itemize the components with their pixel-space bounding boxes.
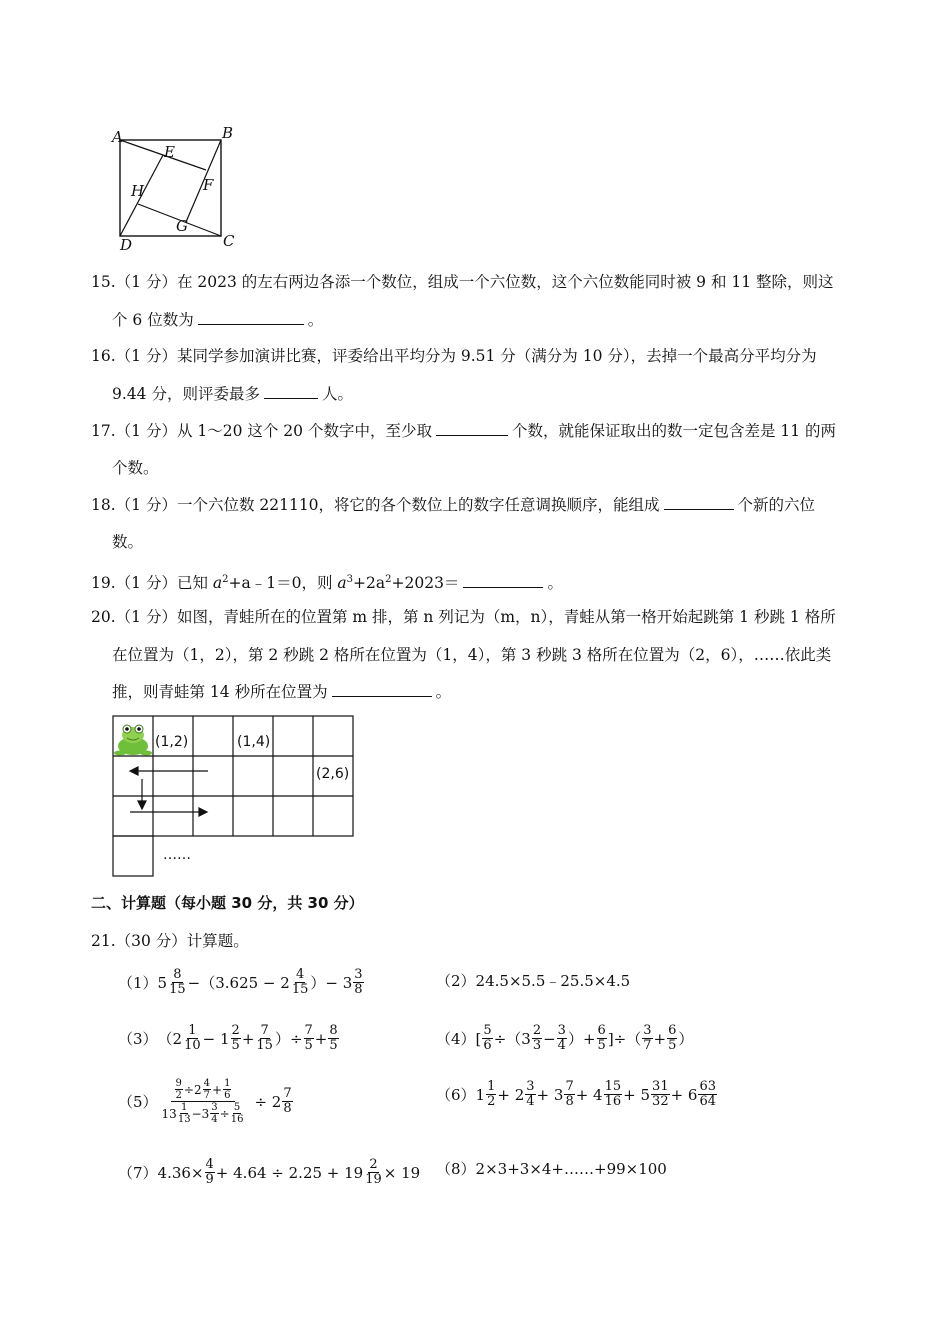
calc-7: [118, 1158, 420, 1187]
calc-4: [436, 1024, 693, 1053]
calc-6-f5: [698, 1080, 717, 1109]
q15-end: 。: [307, 311, 324, 329]
calc-4-a: [: [475, 1029, 482, 1048]
calc-1-a: 5: [157, 973, 168, 992]
calc-5-da-frac: [178, 1102, 191, 1125]
q17-answer-blank[interactable]: [436, 421, 508, 436]
calc-7-f2n: 2: [369, 1157, 378, 1172]
q21-title: 21.（30 分）计算题。: [91, 932, 249, 950]
calc-5-nb: ÷2: [183, 1082, 202, 1097]
q18-text-2: 个新的六位: [737, 496, 816, 514]
calc-3-e: +: [314, 1029, 328, 1048]
calc-4-f4d: 5: [597, 1038, 606, 1053]
calc-5-na-n: 9: [175, 1078, 182, 1089]
calc-6-idx: （6）: [436, 1086, 476, 1104]
calc-3-d: ）÷: [274, 1030, 303, 1048]
q20-line1: 20.（1 分）如图，青蛙所在的位置第 m 排，第 n 列记为（m，n），青蛙从第一格开始起跳第 1 秒跳 1 格所: [91, 608, 836, 626]
label-h: H: [131, 182, 145, 200]
calc-4-frac6: [667, 1024, 677, 1053]
q17-line2: 个数。: [112, 459, 159, 477]
calc-4-f2d: 3: [532, 1038, 542, 1053]
calc-6-w0: 1: [475, 1085, 486, 1104]
calc-7-idx: （7）: [118, 1164, 158, 1182]
q16-text: 9.44 分，则评委最多: [112, 385, 260, 403]
calc-4-f: +: [653, 1029, 667, 1048]
calc-6-f2-n: 7: [565, 1079, 574, 1094]
calc-5-nc-frac: [223, 1078, 231, 1101]
calc-4-frac2: [532, 1024, 542, 1053]
calc-3-f5d: 5: [329, 1038, 338, 1053]
q19-eq2-b: +2a: [353, 574, 386, 593]
q15-line1: 15.（1 分）在 2023 的左右两边各添一个数位，组成一个六位数，这个六位数能同时被 9 和 11 整除，则这: [91, 273, 834, 291]
calc-5-tail-frac: [282, 1087, 292, 1116]
q20-answer-blank[interactable]: [332, 682, 432, 697]
calc-6-f4-d: 32: [652, 1094, 669, 1109]
calc-2: [436, 970, 630, 991]
calc-5-nc: +: [212, 1082, 223, 1097]
q20-line2: 在位置为（1，2），第 2 秒跳 2 格所在位置为（1，4），第 3 秒跳 3 格所在位置为（2，6），……依此类: [112, 646, 832, 664]
calc-1-end: ）− 3: [310, 974, 353, 992]
calc-4-f5n: 3: [643, 1023, 652, 1038]
calc-7-a: 4.36×: [157, 1163, 204, 1182]
q16-end: 人。: [321, 385, 353, 403]
calc-6-w2: + 3: [536, 1085, 564, 1104]
calc-4-f3d: 4: [557, 1038, 566, 1053]
calc-3-frac3: [255, 1024, 274, 1053]
calc-5-tail: ÷ 2: [254, 1092, 282, 1111]
q16-line2: [112, 384, 353, 404]
calc-3-f2n: 2: [231, 1023, 240, 1038]
calc-1-f1d: 15: [169, 982, 186, 997]
calc-8-expr: 2×3+3×4+……+99×100: [475, 1159, 667, 1178]
calc-6-f4-n: 31: [652, 1079, 669, 1094]
label-b: B: [222, 124, 234, 142]
calc-3-a: （2: [157, 1030, 183, 1048]
calc-5-db-d: 4: [211, 1114, 218, 1125]
calc-4-f1n: 5: [483, 1023, 492, 1038]
calc-3-f1n: 1: [188, 1023, 197, 1038]
q17-text: 17.（1 分）从 1～20 这个 20 个数字中，至少取: [91, 422, 432, 440]
calc-7-frac2: [364, 1158, 383, 1187]
calc-5-db: −3: [191, 1106, 210, 1121]
q19-var-a: a: [212, 574, 223, 593]
q20-line3: [112, 682, 451, 702]
calc-5-db-n: 3: [211, 1102, 218, 1113]
calc-4-d: ）+: [567, 1030, 596, 1048]
q20-end: 。: [435, 683, 452, 701]
calc-3-c: +: [241, 1029, 255, 1048]
calc-1-frac2: [291, 968, 310, 997]
calc-6-w1: + 2: [497, 1085, 525, 1104]
calc-4-frac1: [482, 1024, 492, 1053]
calc-4-g: ）: [678, 1030, 694, 1048]
calc-2-idx: （2）: [436, 972, 476, 990]
calc-3-idx: （3）: [118, 1030, 158, 1048]
calc-6-f0: [486, 1080, 496, 1109]
q19-line: [91, 570, 563, 593]
q20-text: 推，则青蛙第 14 秒所在位置为: [112, 683, 328, 701]
q17-text-2: 个数，就能保证取出的数一定包含差是 11 的两: [511, 422, 837, 440]
q19-exp2: 3: [346, 574, 354, 585]
label-f: F: [203, 176, 214, 194]
label-a: A: [112, 128, 123, 146]
q19-exp: 2: [222, 574, 229, 585]
calc-1-f2d: 15: [291, 982, 309, 997]
calc-5-dc: ÷: [219, 1106, 230, 1121]
grid-label-1-4: (1,4): [237, 734, 271, 750]
calc-5-nb-n: 4: [203, 1078, 210, 1089]
calc-4-f3n: 3: [557, 1023, 566, 1038]
q15-text: 个 6 位数为: [112, 311, 194, 329]
frog-grid: [110, 713, 360, 879]
calc-5-idx: （5）: [118, 1093, 158, 1111]
calc-4-f6n: 6: [668, 1023, 677, 1038]
calc-5-denominator: [159, 1102, 248, 1125]
calc-3-f4n: 7: [304, 1023, 313, 1038]
calc-7-f2d: 19: [365, 1172, 382, 1187]
calc-6-f4: [651, 1080, 670, 1109]
calc-1-f3d: 8: [354, 982, 363, 997]
calc-4-frac4: [597, 1024, 607, 1053]
q19-answer-blank[interactable]: [463, 573, 543, 588]
calc-5-dc-d: 16: [230, 1114, 244, 1125]
calc-5-nc-d: 6: [224, 1090, 231, 1101]
calc-6-f5-n: 63: [699, 1079, 717, 1094]
calc-3-f4d: 5: [304, 1038, 313, 1053]
calc-5-nc-n: 1: [224, 1078, 231, 1089]
calc-4-f6d: 5: [668, 1038, 677, 1053]
calc-5-da: 13: [161, 1106, 177, 1121]
frog-icon: [114, 725, 152, 756]
q19-exp3: 2: [385, 574, 392, 585]
calc-5-na: [175, 1078, 183, 1101]
calc-4-e: ]÷（: [607, 1030, 642, 1048]
calc-3: [118, 1024, 340, 1053]
calc-1-idx: （1）: [118, 974, 158, 992]
grid-label-2-6: (2,6): [316, 766, 350, 782]
calc-1-f2n: 4: [295, 967, 305, 982]
calc-7-f1n: 4: [205, 1157, 214, 1172]
calc-4-f2n: 2: [532, 1023, 542, 1038]
calc-5-nb-frac: [203, 1078, 211, 1101]
q19-eq1-rest: +a﹣1＝0，则: [228, 574, 333, 593]
label-d: D: [120, 236, 133, 254]
q16-answer-blank[interactable]: [264, 384, 318, 399]
calc-5-da-d: 13: [177, 1114, 191, 1125]
calc-5-dc-n: 5: [233, 1102, 241, 1113]
section-2-title: 二、计算题（每小题 30 分，共 30 分）: [91, 894, 364, 912]
label-g: G: [176, 217, 188, 235]
calc-3-f5n: 8: [329, 1023, 338, 1038]
calc-4-c: −: [543, 1029, 556, 1048]
calc-2-expr: 24.5×5.5﹣25.5×4.5: [475, 972, 631, 990]
q15-line2: [112, 310, 323, 330]
grid-label-1-2: (1,2): [155, 734, 189, 750]
calc-5-na-d: 2: [175, 1090, 182, 1101]
calc-4-b: ÷（3: [493, 1030, 531, 1048]
calc-3-f2d: 5: [231, 1038, 240, 1053]
calc-1-mid: −（3.625 − 2: [187, 974, 290, 992]
grid-label-ellipsis: ……: [163, 847, 191, 863]
calc-1-frac1: [168, 968, 187, 997]
q19-end: 。: [547, 574, 563, 593]
calc-1-f1n: 8: [173, 967, 182, 982]
calc-5-complex-frac: [159, 1078, 248, 1125]
calc-3-b: − 1: [202, 1029, 230, 1048]
calc-6-f3-d: 16: [604, 1094, 622, 1109]
calc-7-b: + 4.64 ÷ 2.25 + 19: [215, 1163, 364, 1182]
calc-6: [436, 1080, 718, 1109]
q18-line1: [91, 495, 815, 515]
q16-line1: 16.（1 分）某同学参加演讲比赛，评委给出平均分为 9.51 分（满分为 10 分），去掉一个最高分平均分为: [91, 347, 817, 365]
calc-6-w3: + 4: [575, 1085, 603, 1104]
q17-line1: [91, 421, 836, 441]
calc-3-frac1: [183, 1024, 202, 1053]
calc-6-f5-d: 64: [699, 1094, 717, 1109]
q19-eq2-rest: +2023＝: [391, 574, 460, 593]
calc-7-frac1: [205, 1158, 215, 1187]
calc-3-frac4: [304, 1024, 314, 1053]
calc-4-frac3: [557, 1024, 567, 1053]
calc-4-idx: （4）: [436, 1030, 476, 1048]
calc-4-f4n: 6: [597, 1023, 606, 1038]
calc-5-db-frac: [210, 1102, 218, 1125]
label-e: E: [164, 143, 175, 161]
calc-5-tf-n: 7: [283, 1086, 292, 1101]
calc-1: [118, 968, 365, 997]
calc-6-f1-d: 4: [526, 1094, 535, 1109]
calc-5-nb-d: 7: [203, 1090, 210, 1101]
calc-3-f3n: 7: [260, 1023, 269, 1038]
calc-8-idx: （8）: [436, 1160, 476, 1178]
calc-6-f0-n: 1: [487, 1079, 496, 1094]
q19-text: 19.（1 分）已知: [91, 574, 208, 593]
calc-4-f1d: 6: [483, 1038, 492, 1053]
calc-4-frac5: [642, 1024, 652, 1053]
calc-5: [118, 1078, 294, 1125]
calc-7-f1d: 9: [205, 1172, 214, 1187]
calc-6-f0-d: 2: [487, 1094, 496, 1109]
calc-5-dc-frac: [231, 1102, 244, 1125]
calc-5-da-n: 1: [181, 1102, 188, 1113]
calc-6-f3: [604, 1080, 623, 1109]
calc-6-f3-n: 15: [604, 1079, 622, 1094]
calc-6-f2-d: 8: [565, 1094, 574, 1109]
calc-3-frac5: [328, 1024, 338, 1053]
q18-text: 18.（1 分）一个六位数 221110，将它的各个数位上的数字任意调换顺序，能组成: [91, 496, 660, 514]
calc-5-numerator: [171, 1078, 236, 1102]
calc-6-f1-n: 3: [526, 1079, 535, 1094]
calc-3-f1d: 10: [184, 1038, 201, 1053]
calc-6-f1: [525, 1080, 535, 1109]
q18-answer-blank[interactable]: [664, 495, 734, 510]
calc-3-frac2: [231, 1024, 241, 1053]
q15-answer-blank[interactable]: [198, 310, 304, 325]
calc-4-f5d: 7: [643, 1038, 652, 1053]
q19-var-a2: a: [337, 574, 347, 593]
calc-7-c: × 19: [383, 1163, 421, 1182]
calc-6-w5: + 6: [670, 1085, 698, 1104]
calc-1-frac3: [353, 968, 363, 997]
calc-3-f3d: 15: [256, 1038, 273, 1053]
calc-8: [436, 1158, 667, 1179]
label-c: C: [223, 232, 235, 250]
calc-6-f2: [564, 1080, 574, 1109]
calc-1-f3n: 3: [354, 967, 363, 982]
q18-line2: 数。: [112, 533, 144, 551]
calc-5-tf-d: 8: [283, 1101, 292, 1116]
calc-6-w4: + 5: [623, 1085, 651, 1104]
